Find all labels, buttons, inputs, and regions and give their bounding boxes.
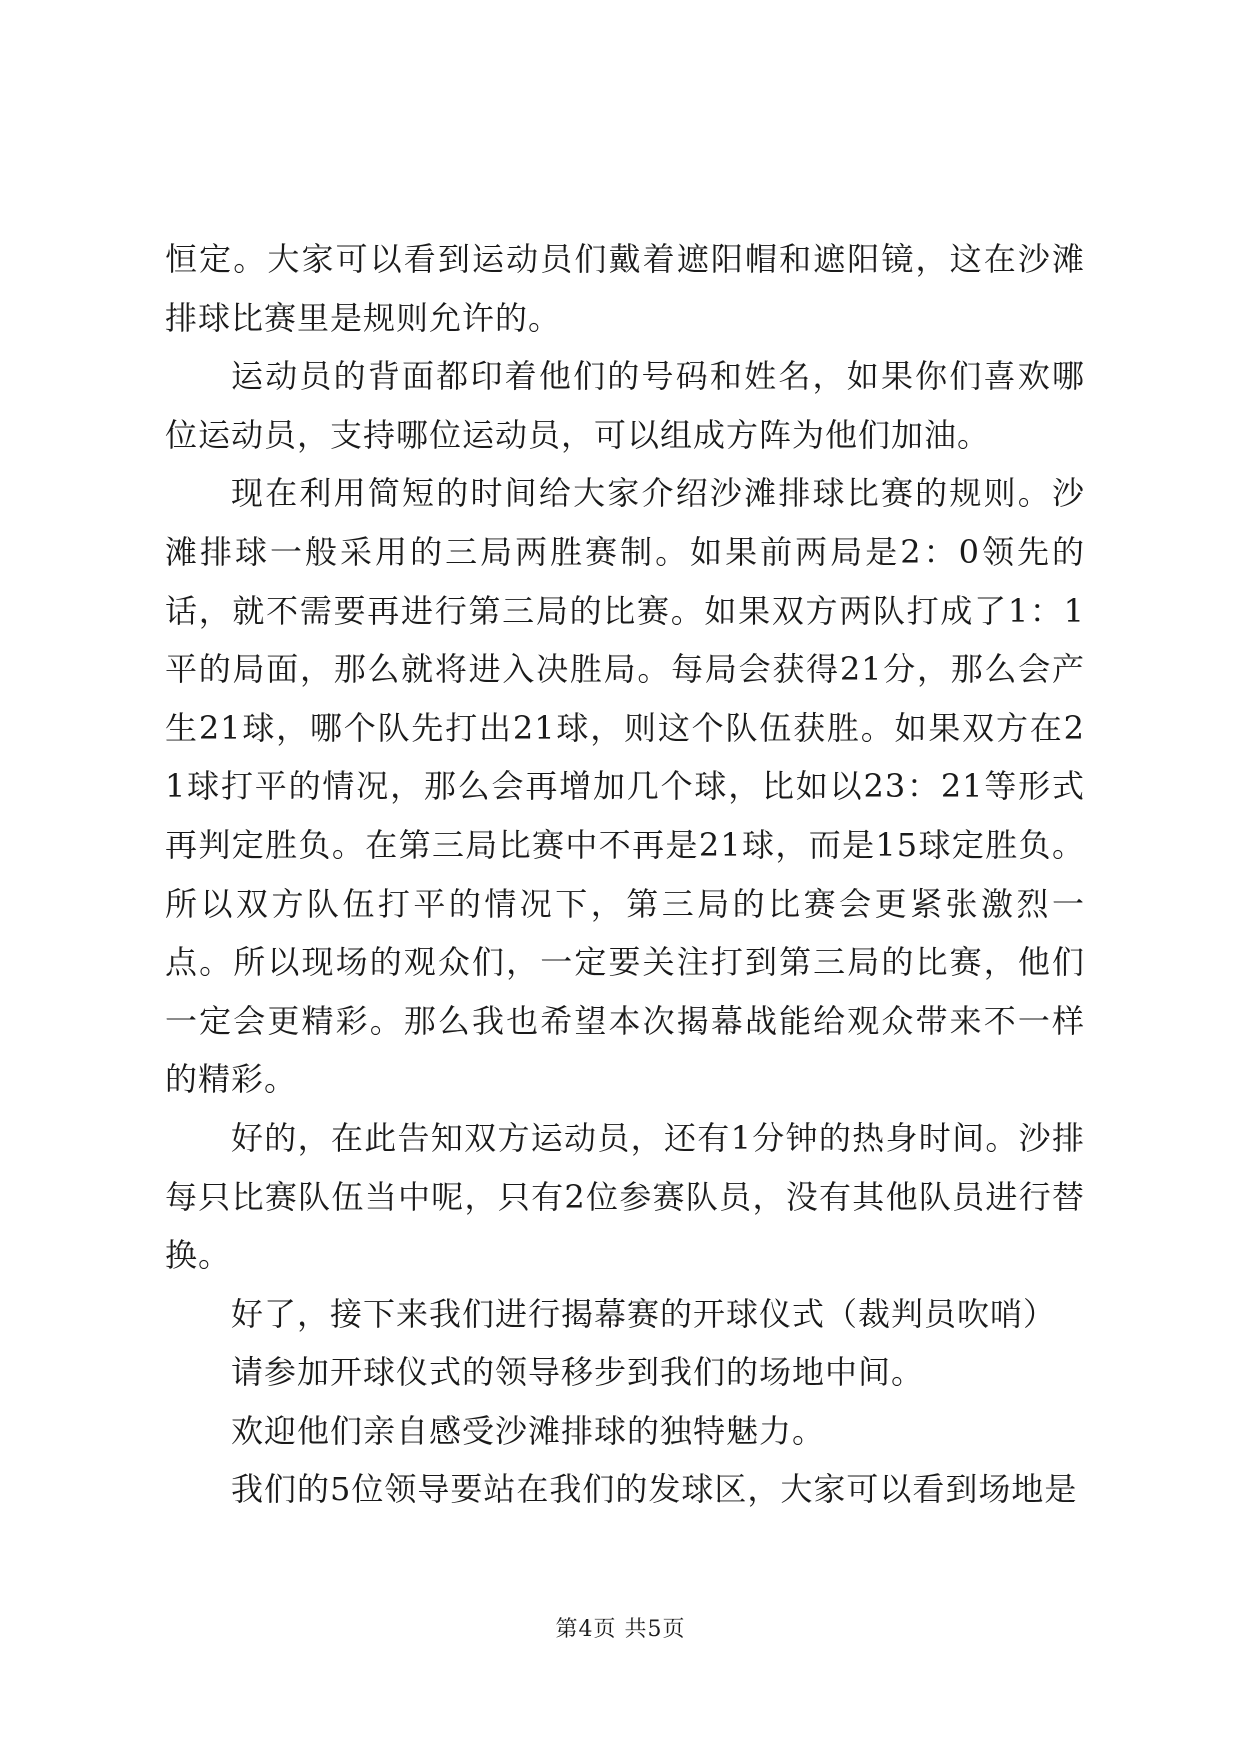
paragraph-opening-ceremony: 好了，接下来我们进行揭幕赛的开球仪式（裁判员吹哨）: [231, 1294, 1057, 1333]
body-text: [165, 230, 1085, 1519]
paragraph-serve-area: 我们的5位领导要站在我们的发球区，大家可以看到场地是: [231, 1470, 1078, 1509]
paragraph-invite-leaders: 请参加开球仪式的领导移步到我们的场地中间。: [231, 1353, 925, 1392]
paragraph-continuation: 恒定。大家可以看到运动员们戴着遮阳帽和遮阳镜，这在沙滩排球比赛里是规则允许的。: [165, 240, 1085, 337]
paragraph-rules: 现在利用简短的时间给大家介绍沙滩排球比赛的规则。沙滩排球一般采用的三局两胜赛制。如果前两局是2：0领先的话，就不需要再进行第三局的比赛。如果双方两队打成了1：1平的局面，那么就将进入决胜局。每局会获得21分，那么会产生21球，哪个队先打出21球，则这个队伍获胜。如果双方在21球打平的情况，那么会再增加几个球，比如以23：21等形式再判定胜负。在第三局比赛中不再是21球，而是15球定胜负。所以双方队伍打平的情况下，第三局的比赛会更紧张激烈一点。所以现场的观众们，一定要关注打到第三局的比赛，他们一定会更精彩。那么我也希望本次揭幕战能给观众带来不一样的精彩。: [165, 474, 1085, 1099]
page-number-footer: 第4页 共5页: [555, 1617, 686, 1642]
paragraph-warmup: 好的，在此告知双方运动员，还有1分钟的热身时间。沙排每只比赛队伍当中呢，只有2位参赛队员，没有其他队员进行替换。: [165, 1118, 1085, 1275]
paragraph-athlete-numbers: 运动员的背面都印着他们的号码和姓名，如果你们喜欢哪位运动员，支持哪位运动员，可以组成方阵为他们加油。: [165, 357, 1085, 454]
paragraph-welcome: 欢迎他们亲自感受沙滩排球的独特魅力。: [231, 1411, 826, 1450]
